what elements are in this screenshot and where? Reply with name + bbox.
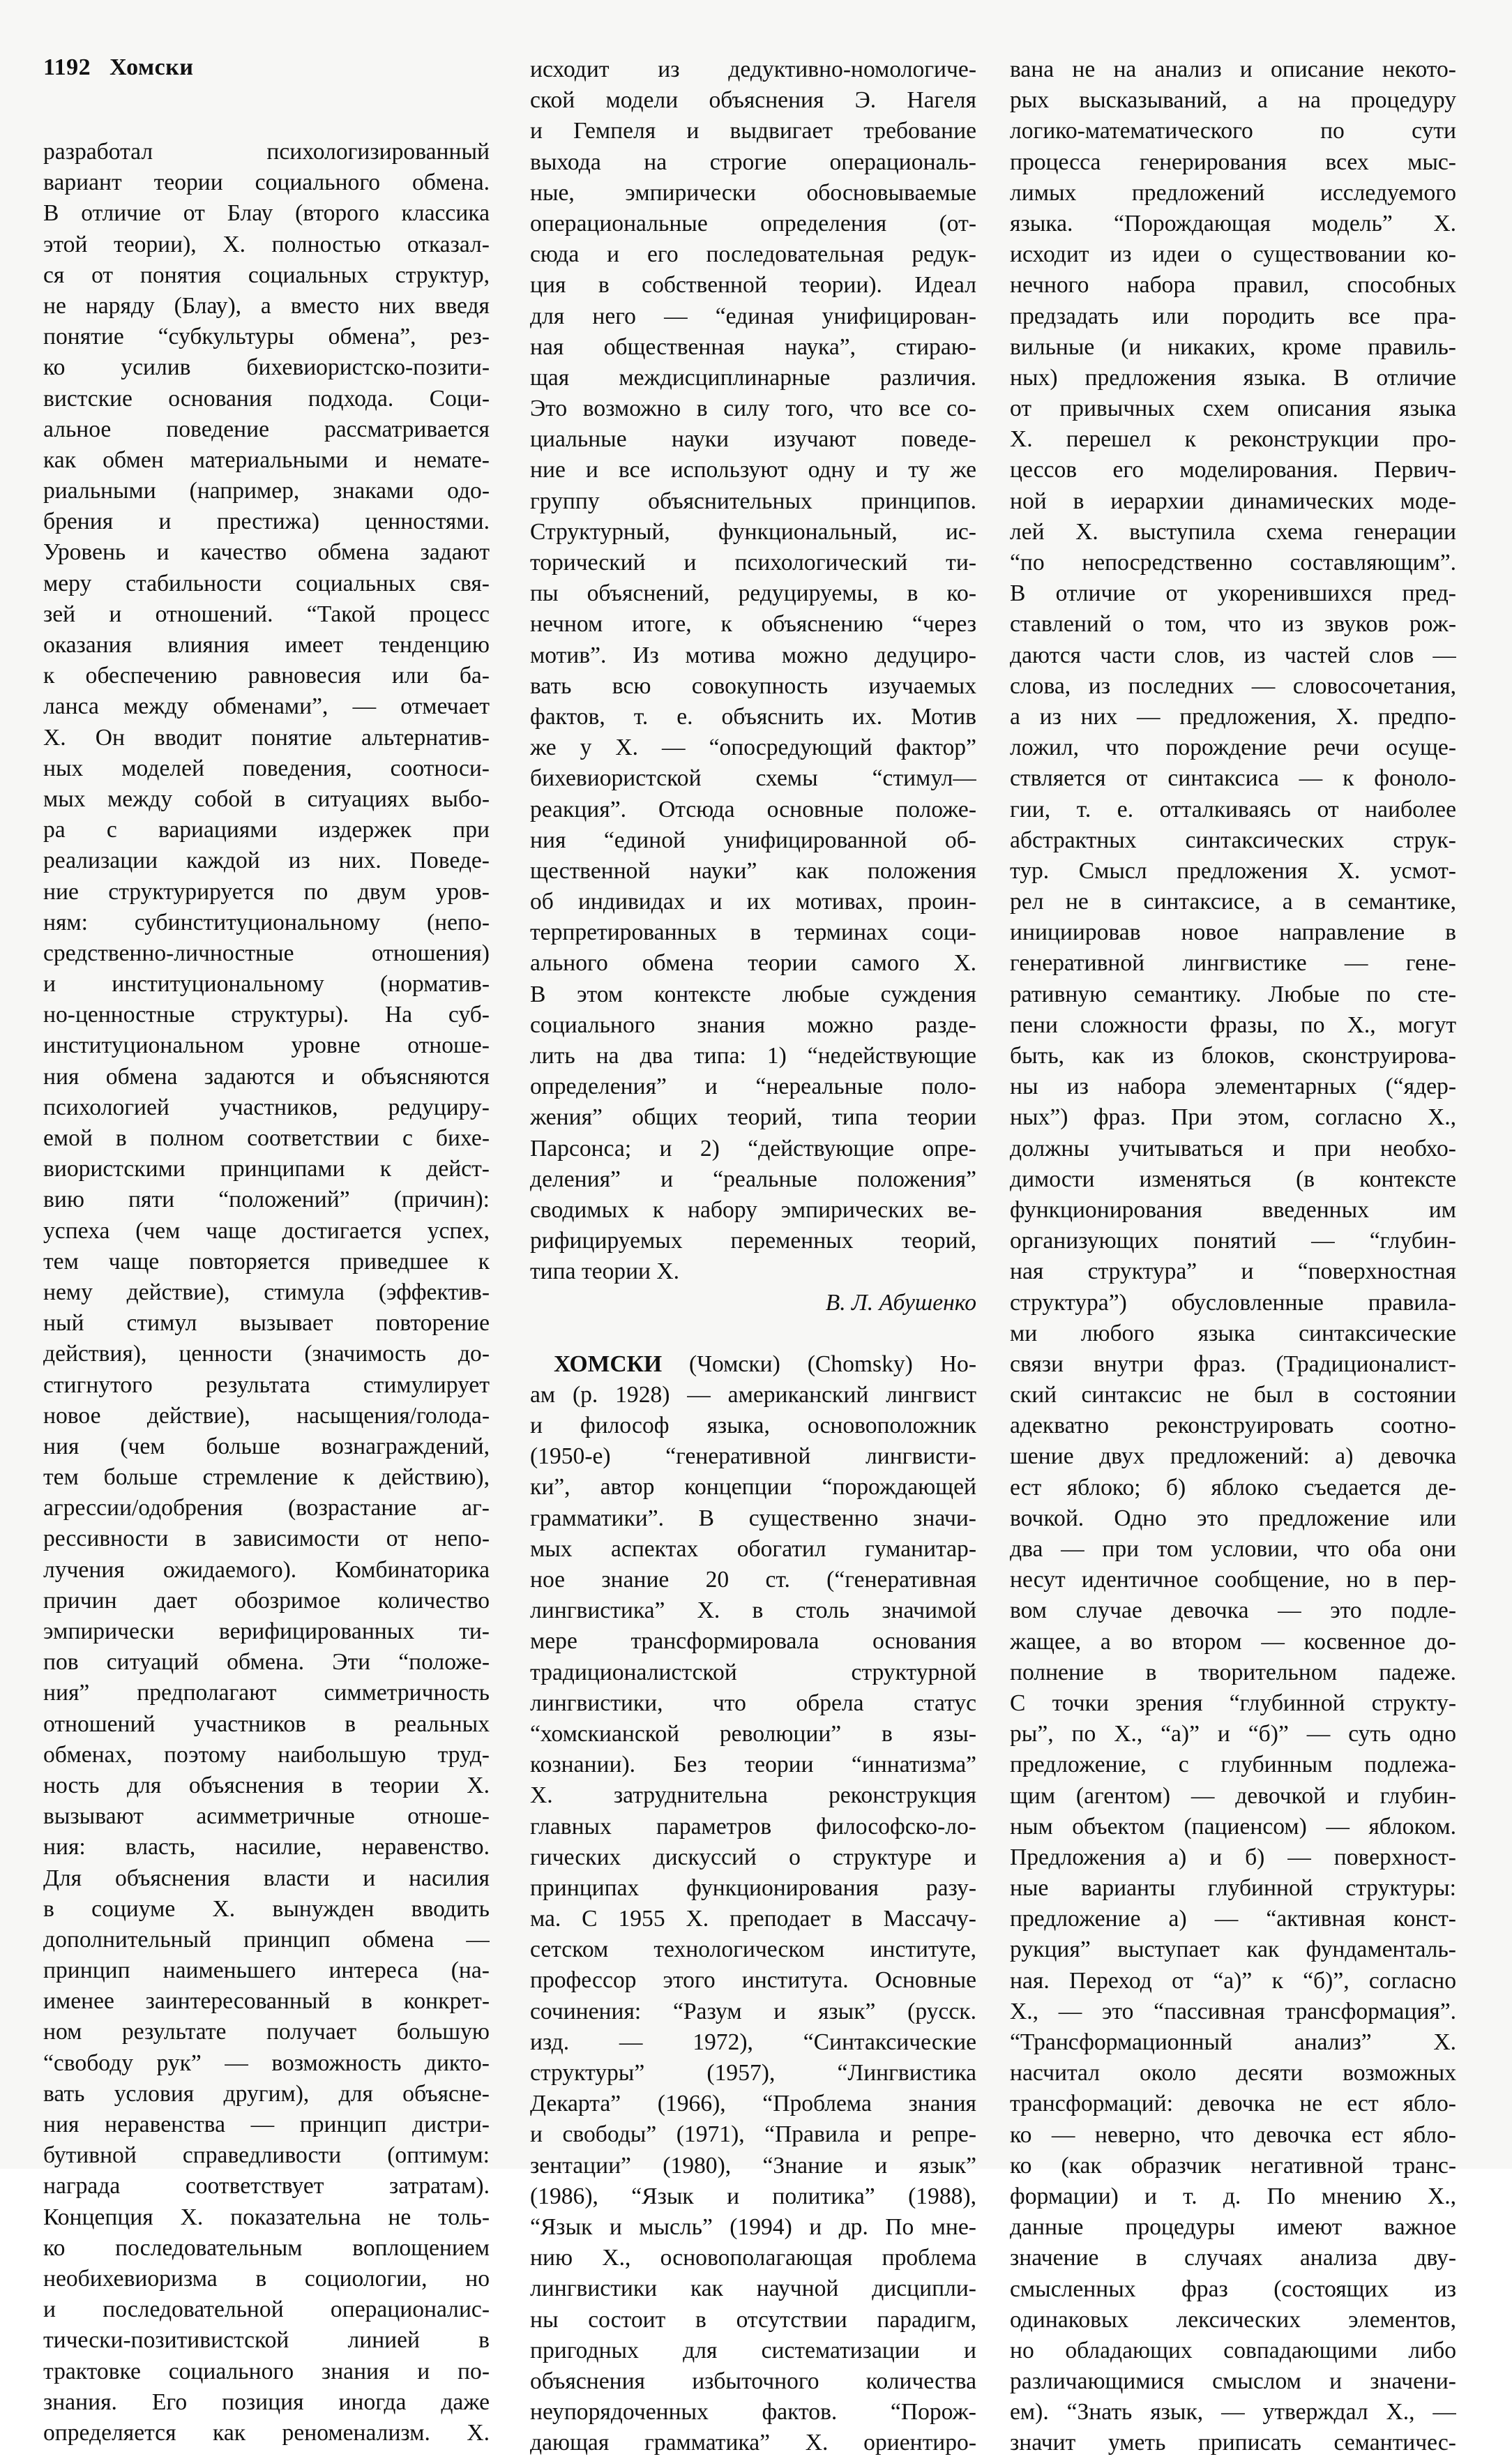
text-line: пов ситуаций обмена. Эти “положе- [43, 1649, 490, 1676]
text-line: предложение, с глубинным подлежа- [1010, 1752, 1456, 1778]
text-line: нию Х., основополагающая проблема [530, 2245, 976, 2271]
text-line: виористскими принципами к дейст- [43, 1156, 490, 1182]
text-line: вать всю совокупность изучаемых [530, 672, 976, 699]
text-line: ративную семантику. Любые по сте- [1010, 981, 1456, 1007]
text-line: от привычных схем описания языка [1010, 396, 1456, 422]
text-line: ция в собственной теории). Идеал [530, 272, 976, 299]
text-line: и Гемпеля и выдвигает требование [530, 118, 976, 144]
text-line: ная общественная наука”, стираю- [530, 333, 976, 360]
text-line: насчитал около десяти возможных [1010, 2060, 1456, 2086]
text-line: в социуме Х. вынужден вводить [43, 1895, 490, 1922]
text-line: ко усилив бихевиористско-позити- [43, 354, 490, 381]
text-line: необихевиоризма в социологии, но [43, 2265, 490, 2292]
text-line: ской модели объяснения Э. Нагеля [530, 87, 976, 114]
text-line: вильные (и никаких, кроме правиль- [1010, 333, 1456, 360]
text-line: исходит из дедуктивно-номологиче- [530, 57, 976, 82]
text-line: лингвистики, что обрела статус [530, 1690, 976, 1716]
text-line: исходит из идеи о существовании ко- [1010, 241, 1456, 268]
text-line: нечного набора правил, способных [1010, 272, 1456, 299]
text-line: ние и все используют одну и ту же [530, 457, 976, 483]
text-line: инициировав новое направление в [1010, 919, 1456, 946]
text-line: понятие “субкультуры обмена”, рез- [43, 324, 490, 350]
text-line: для него — “единая унифицирован- [530, 303, 976, 329]
text-line: Х., — это “пассивная трансформация”. [1010, 1998, 1456, 2024]
text-line: же у Х. — “опосредующий фактор” [530, 735, 976, 761]
text-line: ный стимул вызывает повторение [43, 1310, 490, 1337]
text-line: сводимых к набору эмпирических ве- [530, 1196, 976, 1223]
text-line: ность для объяснения в теории Х. [43, 1772, 490, 1798]
text-line: принципах функционирования разу- [530, 1874, 976, 1901]
running-header [43, 54, 193, 81]
text-line: стигнутого результата стимулирует [43, 1371, 490, 1398]
text-line: социального знания можно разде- [530, 1012, 976, 1038]
text-line: Предложения а) и б) — поверхност- [1010, 1844, 1456, 1870]
text-line: абстрактных синтаксических струк- [1010, 827, 1456, 853]
text-line: связи внутри фраз. (Традиционалист- [1010, 1351, 1456, 1377]
author-signature: В. Л. Абушенко [825, 1289, 976, 1316]
text-line: награда соответствует затратам). [43, 2173, 490, 2199]
text-line: Это возможно в силу того, что все со- [530, 396, 976, 422]
text-line: ест яблоко; б) яблоко съедается де- [1010, 1474, 1456, 1501]
text-line: различающимися смыслом и значени- [1010, 2368, 1456, 2395]
text-line: Уровень и качество обмена задают [43, 539, 490, 566]
text-line: трансформаций: девочка не ест ябло- [1010, 2091, 1456, 2117]
text-line: тически-позитивистской линией в [43, 2327, 490, 2354]
text-line: нечном итоге, к объяснению “через [530, 611, 976, 638]
text-line: и философ языка, основоположник [530, 1413, 976, 1439]
text-line: агрессии/одобрения (возрастание аг- [43, 1495, 490, 1521]
text-line: адекватно реконструировать соотно- [1010, 1413, 1456, 1439]
text-line: Х. затруднительна реконструкция [530, 1782, 976, 1809]
column-2 [530, 54, 976, 2458]
text-line: ланса между обменами”, — отмечает [43, 693, 490, 720]
text-line: знания. Его позиция иногда даже [43, 2389, 490, 2415]
text-line: щим (агентом) — девочкой и глубин- [1010, 1782, 1456, 1809]
text-line: вистские основания подхода. Соци- [43, 385, 490, 412]
page-number: 1192 [43, 54, 91, 80]
text-line: как обмен материальными и немате- [43, 446, 490, 473]
text-line: причин дает обозримое количество [43, 1587, 490, 1614]
entry-first-line-rest: (Чомски) (Chomsky) Но- [662, 1351, 976, 1377]
text-line: не наряду (Блау), а вместо них введя [43, 292, 490, 319]
text-line: именее заинтересованный в конкрет- [43, 1988, 490, 2015]
text-line: “Язык и мысль” (1994) и др. По мне- [530, 2213, 976, 2240]
text-line: нему действие), стимула (эффектив- [43, 1279, 490, 1305]
text-line: ния “единой унифицированной об- [530, 827, 976, 853]
text-line: ные, эмпирически обосновываемые [530, 179, 976, 206]
text-line: но-ценностные структуры). На суб- [43, 1002, 490, 1028]
text-line: и последовательной операционалис- [43, 2296, 490, 2323]
text-line: ния (чем больше вознаграждений, [43, 1433, 490, 1459]
text-line: логико-математического по сути [1010, 118, 1456, 144]
text-line: тем больше стремление к действию), [43, 1464, 490, 1491]
text-line: В отличие от Блау (второго классика [43, 200, 490, 227]
text-line: ко — неверно, что девочка ест ябло- [1010, 2121, 1456, 2148]
text-line: типа теории Х. [530, 1258, 680, 1285]
text-line: пы объяснений, редуцируемы, в ко- [530, 580, 976, 607]
text-line: ных моделей поведения, соотноси- [43, 755, 490, 781]
text-line: риальными (например, знаками одо- [43, 478, 490, 504]
text-line: Для объяснения власти и насилия [43, 1865, 490, 1891]
text-line: альное поведение рассматривается [43, 416, 490, 442]
text-line: языка. “Порождающая модель” Х. [1010, 210, 1456, 236]
text-line: а из них — предложения, Х. предпо- [1010, 703, 1456, 730]
text-line: ние структурируется по двум уров- [43, 878, 490, 905]
text-line: принцип наименьшего интереса (на- [43, 1957, 490, 1984]
text-line: ное знание 20 ст. (“генеративная [530, 1567, 976, 1593]
text-line: циальные науки изучают поведе- [530, 426, 976, 453]
text-line: группу объяснительных принципов. [530, 488, 976, 514]
text-line: ная структура” и “поверхностная [1010, 1258, 1456, 1285]
text-line: должны учитываться и при необхо- [1010, 1135, 1456, 1161]
text-line: Парсонса; и 2) “действующие опре- [530, 1135, 976, 1161]
text-line: значение в случаях анализа дву- [1010, 2245, 1456, 2271]
column-3 [1010, 54, 1456, 2459]
text-line: ния неравенства — принцип дистри- [43, 2112, 490, 2137]
text-line: ем). “Знать язык, — утверждал Х., — [1010, 2399, 1456, 2426]
text-line: ням: субинституциональному (непо- [43, 909, 490, 935]
text-line: ной в иерархии динамических моде- [1010, 488, 1456, 514]
text-line: и институциональному (норматив- [43, 971, 490, 998]
text-line: С точки зрения “глубинной структу- [1010, 1690, 1456, 1716]
text-line: традиционалистской структурной [530, 1659, 976, 1685]
column-2-article-end [530, 54, 976, 1288]
text-line: ных”) фраз. При этом, согласно Х., [1010, 1104, 1456, 1131]
text-line: гии, т. е. отталкиваясь от наиболее [1010, 796, 1456, 822]
text-line: определяется как реноменализм. Х. [43, 2419, 490, 2446]
text-line: одинаковых лексических элементов, [1010, 2306, 1456, 2333]
text-line: генеративной лингвистике — гене- [1010, 950, 1456, 977]
text-line: дополнительный принцип обмена — [43, 1926, 490, 1953]
text-line: но обладающих совпадающими либо [1010, 2337, 1456, 2363]
text-line: грамматики”. В существенно значи- [530, 1505, 976, 1531]
text-line: (1986), “Язык и политика” (1988), [530, 2183, 976, 2209]
text-line: ная. Переход от “а)” к “б)”, согласно [1010, 1967, 1456, 1994]
text-line: неупорядоченных фактов. “Порож- [530, 2399, 976, 2426]
text-line: “по непосредственно составляющим”. [1010, 550, 1456, 576]
text-line: щая междисциплинарные различия. [530, 364, 976, 391]
text-line: обменах, поэтому наибольшую труд- [43, 1741, 490, 1768]
text-line: зей и отношений. “Такой процесс [43, 601, 490, 627]
text-line: Х. перешел к реконструкции про- [1010, 426, 1456, 453]
text-line: средственно-личностные отношения) [43, 940, 490, 966]
text-line: организующих понятий — “глубин- [1010, 1228, 1456, 1254]
column-2-entry-body [530, 1380, 976, 2459]
text-line: тем чаще повторяется приведшее к [43, 1248, 490, 1274]
text-line: ки”, автор концепции “порождающей [530, 1474, 976, 1501]
text-line: сочинения: “Разум и язык” (русск. [530, 1998, 976, 2024]
text-line: брения и престижа) ценностями. [43, 509, 490, 535]
text-line: данные процедуры имеют важное [1010, 2214, 1456, 2241]
text-line: жащее, а во втором — косвенное до- [1010, 1628, 1456, 1655]
text-line: изд. — 1972), “Синтаксические [530, 2029, 976, 2055]
text-line: мере трансформировала основания [530, 1628, 976, 1655]
text-line: ко (как образчик негативной транс- [1010, 2152, 1456, 2179]
text-line: цессов его моделирования. Первич- [1010, 457, 1456, 483]
entry-first-line [530, 1349, 976, 1380]
text-line: щественной науки” как положения [530, 857, 976, 884]
text-line: Х. Он вводит понятие альтернатив- [43, 724, 490, 751]
text-line: пригодных для систематизации и [530, 2337, 976, 2363]
text-line: “свободу рук” — возможность дикто- [43, 2050, 490, 2076]
text-line: новое действие), насыщения/голода- [43, 1402, 490, 1429]
text-line: Декарта” (1966), “Проблема знания [530, 2091, 976, 2117]
text-line: отношений участников в реальных [43, 1710, 490, 1737]
text-line: реализации каждой из них. Поведе- [43, 848, 490, 874]
text-line: выхода на строгие операциональ- [530, 149, 976, 175]
text-line: объяснения избыточного количества [530, 2368, 976, 2394]
text-line: об индивидах и их мотивах, проин- [530, 889, 976, 915]
text-line: фактов, т. е. объяснить их. Мотив [530, 703, 976, 730]
text-line: лингвистики как научной дисципли- [530, 2276, 976, 2302]
text-line: действия), ценности (значимость до- [43, 1341, 490, 1367]
text-line: меру стабильности социальных свя- [43, 570, 490, 596]
text-line: ра с вариациями издержек при [43, 817, 490, 843]
text-line: ные варианты глубинной структуры: [1010, 1875, 1456, 1902]
text-line: ам (р. 1928) — американский лингвист [530, 1381, 976, 1408]
text-line: операциональные определения (от- [530, 210, 976, 236]
text-line: вочкой. Одно это предложение или [1010, 1505, 1456, 1531]
text-line: жения” общих теорий, типа теории [530, 1104, 976, 1131]
text-line: значит уметь приписать семантичес- [1010, 2430, 1456, 2456]
text-line: профессор этого института. Основные [530, 1967, 976, 1994]
text-line: димости изменяться (в контексте [1010, 1166, 1456, 1192]
text-line: Структурный, функциональный, ис- [530, 518, 976, 545]
text-line: успеха (чем чаще достигается успех, [43, 1217, 490, 1244]
text-line: институциональном уровне отноше- [43, 1032, 490, 1059]
text-line: бутивной справедливости (оптимум: [43, 2142, 490, 2169]
running-title: Хомски [109, 54, 194, 80]
text-line: “Трансформационный анализ” Х. [1010, 2029, 1456, 2055]
text-line: реакция”. Отсюда основные положе- [530, 796, 976, 822]
text-line: лей Х. выступила схема генерации [1010, 518, 1456, 545]
text-line: ся от понятия социальных структур, [43, 262, 490, 288]
text-line: сюда и его последовательная редук- [530, 241, 976, 268]
text-line: вом случае девочка — это подле- [1010, 1597, 1456, 1624]
text-line: функционирования введенных им [1010, 1196, 1456, 1223]
text-line: даются части слов, из частей слов — [1010, 642, 1456, 668]
text-line: лингвистика” Х. в столь значимой [530, 1597, 976, 1624]
text-line: ко последовательным воплощением [43, 2234, 490, 2261]
text-line: зентации” (1980), “Знание и язык” [530, 2152, 976, 2179]
text-line: рых высказываний, а на процедуру [1010, 87, 1456, 114]
text-line: ложил, что порождение речи осуще- [1010, 735, 1456, 761]
text-line: определения” и “нереальные поло- [530, 1074, 976, 1100]
text-line: оказания влияния имеет тенденцию [43, 632, 490, 658]
text-line: рел не в синтаксисе, а в семантике, [1010, 889, 1456, 915]
text-line: Концепция Х. показательна не толь- [43, 2204, 490, 2230]
text-line: вариант теории социального обмена. [43, 170, 490, 196]
text-line: полнение в творительном падеже. [1010, 1659, 1456, 1685]
text-line: ма. С 1955 Х. преподает в Массачу- [530, 1906, 976, 1932]
text-line: дающая грамматика” Х. ориентиро- [530, 2430, 976, 2456]
text-line: структура”) обусловленные правила- [1010, 1289, 1456, 1316]
text-line: процесса генерирования всех мыс- [1010, 149, 1456, 175]
entry-separator [530, 1318, 976, 1349]
text-line: ных) предложения языка. В отличие [1010, 364, 1456, 391]
entry-title: ХОМСКИ [554, 1351, 663, 1377]
text-line: предзадать или породить все пра- [1010, 303, 1456, 329]
text-line: вызывают асимметричные отноше- [43, 1803, 490, 1830]
text-line: структуры” (1957), “Лингвистика [530, 2060, 976, 2086]
text-line: ального обмена теории самого Х. [530, 950, 976, 977]
text-line: этой теории), Х. полностью отказал- [43, 231, 490, 257]
text-line: главных параметров философско-ло- [530, 1813, 976, 1840]
text-line: ном результате получает большую [43, 2019, 490, 2045]
text-line: ствляется от синтаксиса — к фоноло- [1010, 765, 1456, 792]
text-line: лимых предложений исследуемого [1010, 179, 1456, 206]
text-line: формации) и т. д. По мнению Х., [1010, 2183, 1456, 2209]
text-line: сетском технологическом институте, [530, 1937, 976, 1963]
text-line: гических дискуссий о структуре и [530, 1844, 976, 1870]
text-line: рессивности в зависимости от непо- [43, 1526, 490, 1552]
text-line: эмпирически верифицированных ти- [43, 1618, 490, 1644]
text-line: разработал психологизированный [43, 139, 490, 165]
text-line: В отличие от укоренившихся пред- [1010, 580, 1456, 607]
text-line: емой в полном соответствии с бихе- [43, 1125, 490, 1151]
text-line: два — при том условии, что оба они [1010, 1536, 1456, 1562]
text-line: ми любого языка синтаксические [1010, 1320, 1456, 1346]
text-line: лучения ожидаемого). Комбинаторика [43, 1556, 490, 1583]
text-line: шение двух предложений: а) девочка [1010, 1443, 1456, 1470]
text-line: и свободы” (1971), “Правила и репре- [530, 2121, 976, 2148]
text-line: вию пяти “положений” (причин): [43, 1187, 490, 1213]
text-line: мых аспектах обогатил гуманитар- [530, 1535, 976, 1562]
text-line: ния” предполагают симметричность [43, 1680, 490, 1706]
text-line: ны состоит в отсутствии парадигм, [530, 2306, 976, 2333]
text-line: торический и психологический ти- [530, 550, 976, 576]
text-line: деления” и “реальные положения” [530, 1166, 976, 1192]
text-line: лить на два типа: 1) “недействующие [530, 1043, 976, 1069]
text-line: ния: власть, насилие, неравенство. [43, 1834, 490, 1860]
text-line: несут идентичное сообщение, но в пер- [1010, 1567, 1456, 1593]
text-line: рифицируемых переменных теорий, [530, 1228, 976, 1254]
text-line: вать условия другим), для объясне- [43, 2080, 490, 2107]
text-line: быть, как из блоков, сконструирова- [1010, 1043, 1456, 1069]
text-line: В этом контексте любые суждения [530, 981, 976, 1007]
text-line: тур. Смысл предложения Х. усмот- [1010, 857, 1456, 884]
text-line: ры”, по Х., “а)” и “б)” — суть одно [1010, 1721, 1456, 1747]
text-line: слова, из последних — словосочетания, [1010, 672, 1456, 699]
text-line: мотив”. Из мотива можно дедуциро- [530, 642, 976, 668]
text-line: кознании). Без теории “иннатизма” [530, 1752, 976, 1778]
text-line: терпретированных в терминах соци- [530, 919, 976, 946]
text-line: ставлений о том, что из звуков рож- [1010, 611, 1456, 638]
text-line: к обеспечению равновесия или ба- [43, 663, 490, 689]
text-line: ния обмена задаются и объясняются [43, 1063, 490, 1090]
text-line: “хомскианской революции” в язы- [530, 1720, 976, 1747]
text-line: бихевиористской схемы “стимул— [530, 765, 976, 792]
text-line: трактовке социального знания и по- [43, 2358, 490, 2384]
text-line: смысленных фраз (состоящих из [1010, 2276, 1456, 2302]
text-line: ский синтаксис не был в состоянии [1010, 1382, 1456, 1408]
text-line: пени сложности фразы, по Х., могут [1010, 1012, 1456, 1038]
text-line: ны из набора элементарных (“ядер- [1010, 1074, 1456, 1100]
text-line: вана не на анализ и описание некото- [1010, 57, 1456, 82]
text-line: ным объектом (пациенсом) — яблоком. [1010, 1813, 1456, 1840]
text-line: (1950-е) “генеративной лингвисти- [530, 1443, 976, 1470]
text-line: рукция” выступает как фундаменталь- [1010, 1937, 1456, 1963]
text-line: мых между собой в ситуациях выбо- [43, 785, 490, 812]
text-line: предложение а) — “активная конст- [1010, 1906, 1456, 1932]
column-1 [43, 137, 490, 2449]
text-line: психологией участников, редуциру- [43, 1094, 490, 1120]
